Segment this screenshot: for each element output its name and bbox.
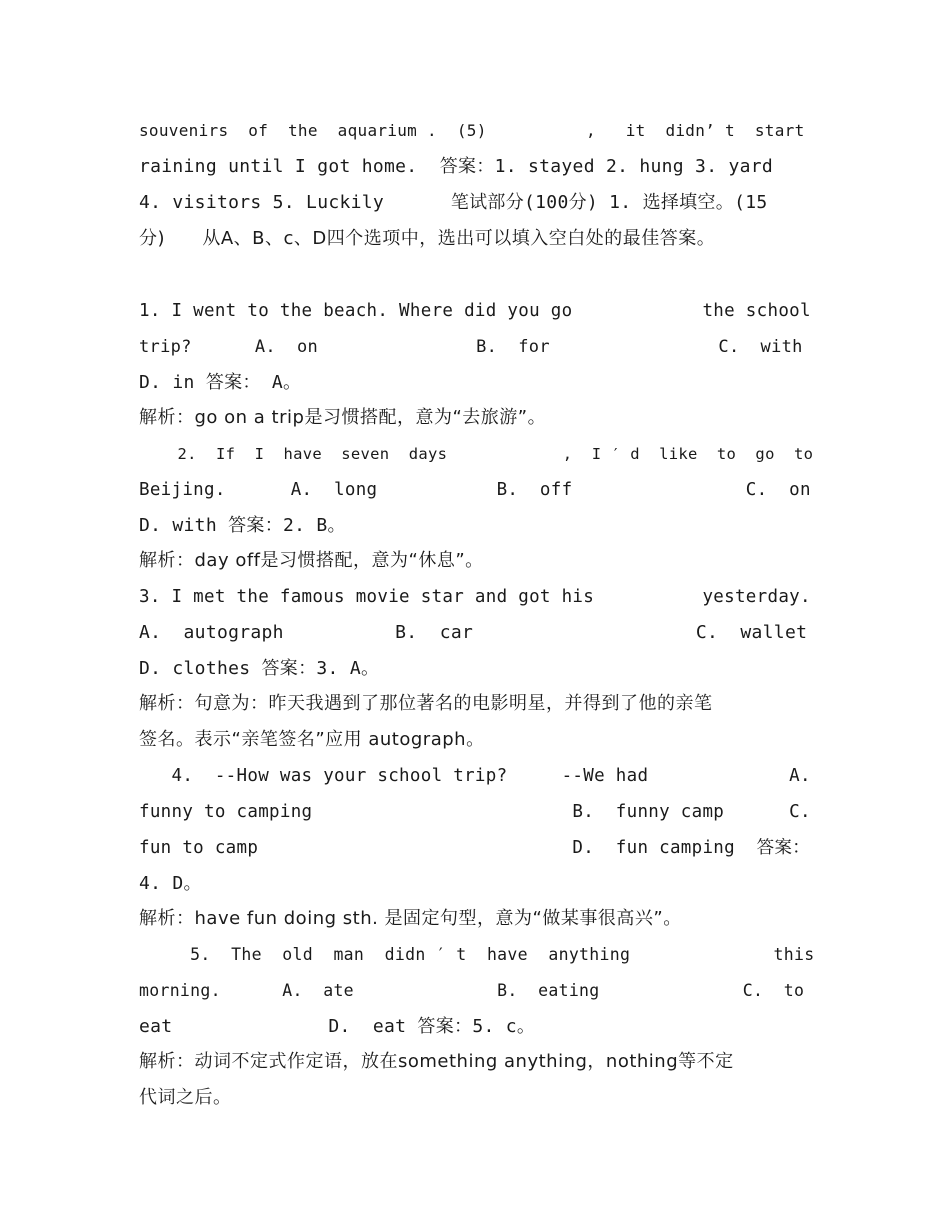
question-5-options: morning. A. ate B. eating C. to [139, 981, 805, 1000]
text-line: raining until I got home. 答案：1. stayed 2. hung 3. yard [139, 156, 774, 177]
question-2-options: Beijing. A. long B. off C. on [139, 480, 811, 500]
question-2-answer: D. with 答案：2. B。 [139, 515, 346, 536]
question-3-explanation: 解析：句意为：昨天我遇到了那位著名的电影明星，并得到了他的亲笔 [139, 693, 713, 714]
question-1-explanation: 解析：go on a trip是习惯搭配，意为“去旅游”。 [139, 407, 547, 428]
question-5-answer: eat D. eat 答案：5. c。 [139, 1016, 536, 1037]
question-2-explanation: 解析：day off是习惯搭配，意为“休息”。 [139, 550, 484, 571]
question-4-stem: 4. --How was your school trip? --We had A. [139, 766, 811, 786]
text-line: souvenirs of the aquarium . (5) , it didn’ t start [139, 121, 805, 140]
question-2-stem: 2. If I have seven days , I ′ d like to go to [139, 445, 814, 463]
question-1-answer: D. in 答案： A。 [139, 372, 302, 393]
question-1-stem: 1. I went to the beach. Where did you go the school [139, 301, 811, 321]
text-line: 分) 从A、B、c、D四个选项中，选出可以填入空白处的最佳答案。 [139, 228, 716, 249]
question-3-options: A. autograph B. car C. wallet [139, 622, 808, 643]
question-1-options: trip? A. on B. for C. with [139, 337, 803, 357]
question-4-options-cont: fun to camp D. fun camping 答案： [139, 838, 811, 858]
question-5-stem: 5. The old man didn ′ t have anything this [139, 945, 815, 964]
text-line: 4. visitors 5. Luckily 笔试部分(100分) 1. 选择填空。(15 [139, 192, 768, 213]
question-3-stem: 3. I met the famous movie star and got his yesterday. [139, 587, 811, 607]
question-5-explanation-cont: 代词之后。 [139, 1087, 232, 1108]
question-3-answer: D. clothes 答案：3. A。 [139, 658, 380, 679]
question-3-explanation-cont: 签名。表示“亲笔签名”应用 autograph。 [139, 729, 485, 750]
question-4-explanation: 解析：have fun doing sth. 是固定句型，意为“做某事很高兴”。 [139, 908, 682, 929]
question-4-answer: 4. D。 [139, 873, 202, 894]
question-4-options: funny to camping B. funny camp C. [139, 802, 811, 822]
question-5-explanation: 解析：动词不定式作定语，放在something anything，nothing等不定 [139, 1051, 734, 1072]
